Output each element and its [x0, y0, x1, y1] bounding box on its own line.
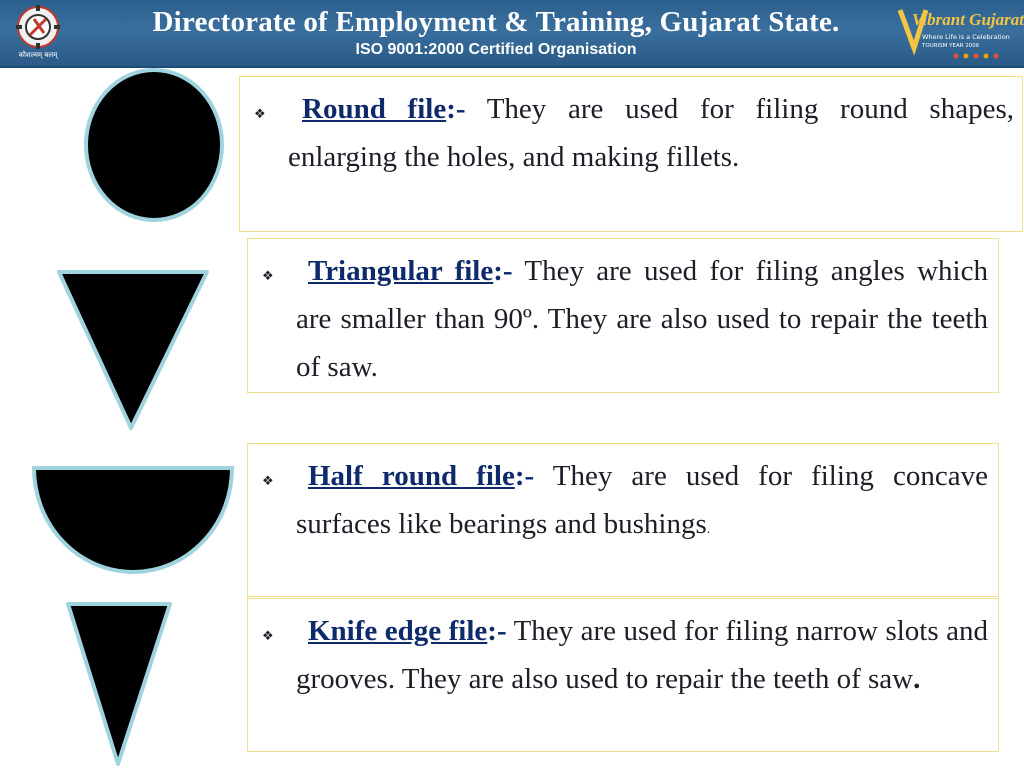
item-text: They are used for filing concave surfaces like bearings and bushings [296, 460, 988, 540]
header-banner [0, 0, 1024, 68]
item-description [296, 607, 988, 703]
list-item [239, 76, 1023, 232]
item-tail: . [706, 522, 711, 537]
page-title: Directorate of Employment & Training, Gujarat State. [152, 6, 840, 38]
item-separator: :- [446, 93, 466, 125]
gear-emblem-icon [8, 3, 68, 63]
item-term: Triangular file [308, 255, 494, 287]
item-text: They are used for filing narrow slots and grooves. They are also used to repair the teeth of saw [296, 615, 988, 695]
item-text: They are used for filing round shapes, enlarging the holes, and making fillets. [288, 93, 1014, 173]
brand-tagline-year: TOURISM YEAR 2006 [922, 43, 980, 49]
item-description [288, 85, 1014, 181]
list-item [247, 443, 999, 597]
bullet-icon: ❖ [254, 107, 266, 122]
bullet-icon: ❖ [262, 629, 274, 644]
item-separator: :- [493, 255, 513, 287]
emblem-motto: कौशल्यम् बलम् [18, 51, 58, 59]
vibrant-gujarat-logo [896, 4, 1024, 62]
item-term: Half round file [308, 460, 515, 492]
list-item [247, 598, 999, 752]
item-text: They are used for filing angles which are smaller than 90º. They are also used to repair the teeth of saw. [296, 255, 988, 383]
brand-text: Vibrant Gujarat [912, 10, 1024, 29]
page-subtitle: ISO 9001:2000 Certified Organisation [355, 41, 637, 58]
list-item [247, 238, 999, 393]
brand-tagline: Where Life is a Celebration [922, 33, 1010, 41]
item-description [296, 247, 988, 391]
bullet-icon: ❖ [262, 269, 274, 284]
item-term: Knife edge file [308, 615, 488, 647]
half-round-shape-icon [30, 462, 236, 576]
knife-edge-shape-icon [62, 600, 176, 768]
item-tail: . [913, 663, 921, 695]
item-separator: :- [514, 460, 535, 492]
item-description [296, 452, 988, 554]
item-separator: :- [487, 615, 507, 647]
bullet-icon: ❖ [262, 474, 274, 489]
item-term: Round file [302, 93, 447, 125]
circle-shape-icon [80, 66, 230, 226]
triangle-shape-icon [55, 268, 213, 433]
